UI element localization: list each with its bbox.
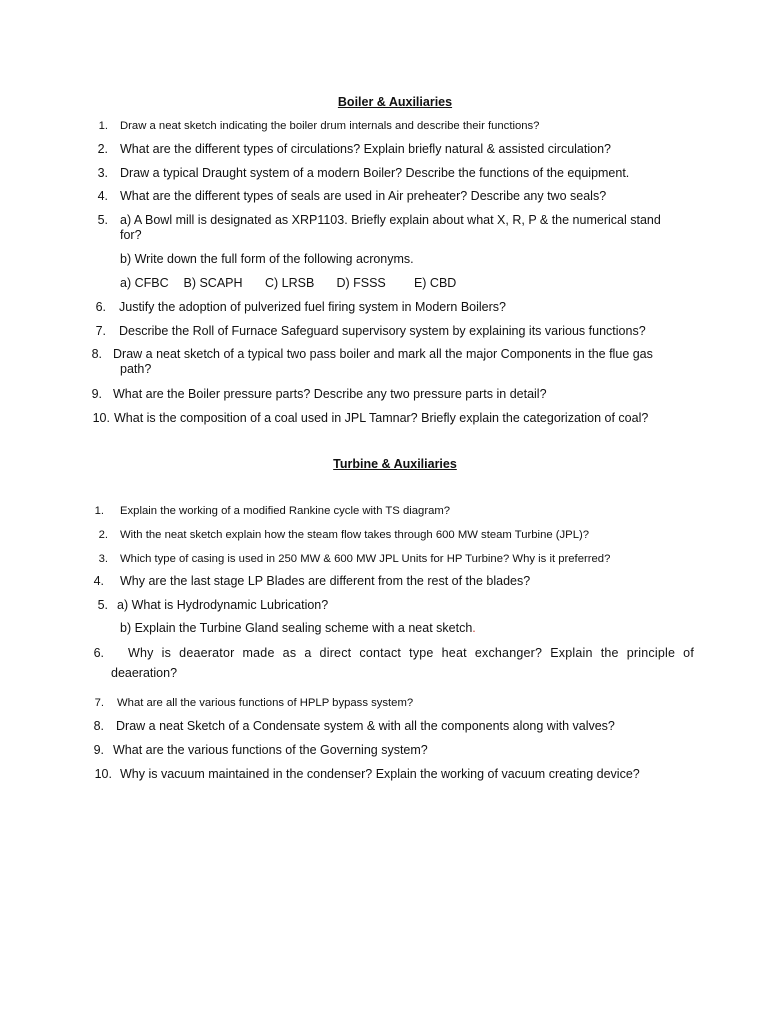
boiler-question-5-continuation: for? xyxy=(120,228,142,242)
question-number: 6. xyxy=(95,300,106,314)
acronym-item: D) FSSS xyxy=(336,276,386,290)
question-number: 2. xyxy=(98,529,108,541)
turbine-question-5b xyxy=(120,621,476,635)
question-text: Explain the working of a modified Rankine cycle with TS diagram? xyxy=(120,505,451,517)
question-text: a) A Bowl mill is designated as XRP1103. Briefly explain about what X, R, P & the numerical stand xyxy=(120,213,661,227)
boiler-question-5b: b) Write down the full form of the following acronyms. xyxy=(120,252,414,266)
question-text: What are the various functions of the Governing system? xyxy=(113,743,428,757)
turbine-question-6-text xyxy=(128,645,694,661)
question-text: Why is vacuum maintained in the condenser? Explain the working of vacuum creating device? xyxy=(120,767,640,781)
question-text: Describe the Roll of Furnace Safeguard supervisory system by explaining its various functions? xyxy=(119,324,646,338)
question-text: a) What is Hydrodynamic Lubrication? xyxy=(117,598,329,612)
question-number: 5. xyxy=(97,213,108,227)
question-number: 3. xyxy=(98,553,108,565)
question-text: What are all the various functions of HPLP bypass system? xyxy=(117,697,414,709)
turbine-question-6-continuation: deaeration? xyxy=(111,666,178,680)
question-text: Justify the adoption of pulverized fuel firing system in Modern Boilers? xyxy=(119,300,506,314)
question-number: 1. xyxy=(98,120,108,132)
section-title-boiler: Boiler & Auxiliaries xyxy=(337,95,453,109)
question-number: 10. xyxy=(92,411,110,425)
boiler-question-8-continuation: path? xyxy=(120,362,152,376)
period-mark: . xyxy=(472,621,476,635)
question-number: 9. xyxy=(93,743,104,757)
acronym-item: B) SCAPH xyxy=(183,276,243,290)
question-number: 5. xyxy=(97,598,108,612)
question-text: Which type of casing is used in 250 MW & 600 MW JPL Units for HP Turbine? Why is it preferred? xyxy=(120,553,611,565)
question-number: 7. xyxy=(95,324,106,338)
question-text: What are the different types of circulations? Explain briefly natural & assisted circulation? xyxy=(120,142,611,156)
acronym-item: E) CBD xyxy=(413,276,457,290)
question-number: 10. xyxy=(94,767,112,781)
question-text: With the neat sketch explain how the steam flow takes through 600 MW steam Turbine (JPL)? xyxy=(120,529,590,541)
question-text: Why are the last stage LP Blades are different from the rest of the blades? xyxy=(120,574,531,588)
question-number: 2. xyxy=(97,142,108,156)
question-text: Draw a neat sketch indicating the boiler drum internals and describe their functions? xyxy=(120,120,540,132)
question-number: 8. xyxy=(93,719,104,733)
acronym-list xyxy=(120,276,456,290)
acronym-item: a) CFBC xyxy=(120,276,169,290)
question-number: 7. xyxy=(94,697,104,709)
question-text: Draw a typical Draught system of a modern Boiler? Describe the functions of the equipment. xyxy=(120,166,630,180)
question-number: 8. xyxy=(91,347,102,361)
question-text: Why is deaerator made as a direct contact type heat exchanger? Explain the principle of xyxy=(128,646,694,660)
question-number: 4. xyxy=(93,574,104,588)
question-text: What is the composition of a coal used in JPL Tamnar? Briefly explain the categorization of coal? xyxy=(114,411,649,425)
section-title-turbine: Turbine & Auxiliaries xyxy=(333,457,457,471)
acronym-item: C) LRSB xyxy=(264,276,315,290)
question-number: 3. xyxy=(97,166,108,180)
question-text: Draw a neat sketch of a typical two pass boiler and mark all the major Components in the flue gas xyxy=(113,347,653,361)
question-number: 6. xyxy=(93,646,104,660)
question-number: 1. xyxy=(94,505,104,517)
question-number: 9. xyxy=(91,387,102,401)
question-text: Draw a neat Sketch of a Condensate system & with all the components along with valves? xyxy=(116,719,615,733)
question-number: 4. xyxy=(97,189,108,203)
question-text: What are the Boiler pressure parts? Describe any two pressure parts in detail? xyxy=(113,387,547,401)
question-text: b) Explain the Turbine Gland sealing scheme with a neat sketch xyxy=(120,621,473,635)
question-text: What are the different types of seals are used in Air preheater? Describe any two seals? xyxy=(120,189,607,203)
